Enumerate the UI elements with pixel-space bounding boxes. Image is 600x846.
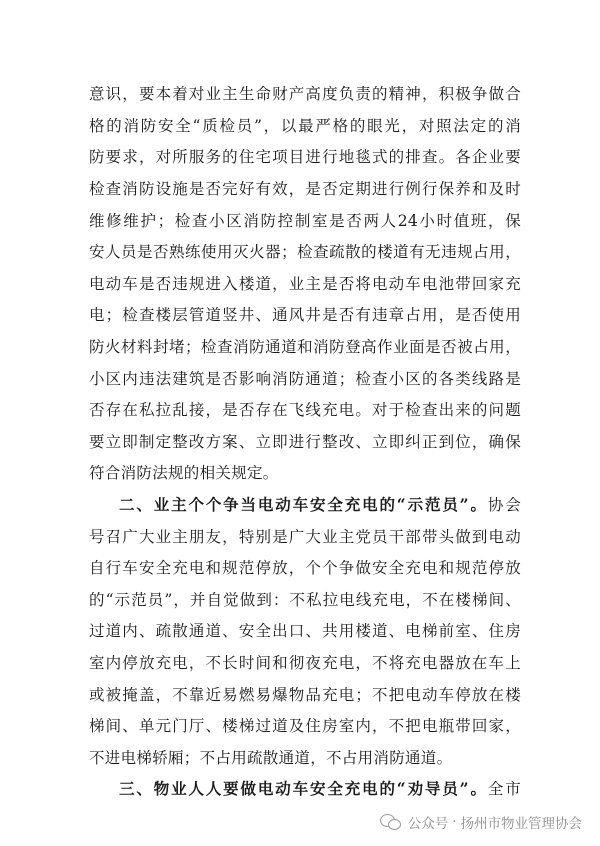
section-heading-line — [119, 778, 521, 800]
watermark-separator: · — [452, 814, 457, 830]
body-line: 电；检查楼层管道竖井、通风井是否有违章占用，是否使用 — [89, 306, 521, 324]
watermark-prefix: 公众号 — [407, 816, 449, 832]
section-lead-text: 协会 — [487, 496, 521, 514]
body-line: 或被掩盖，不靠近易燃易爆物品充电；不把电动车停放在楼 — [89, 686, 521, 704]
body-line: 梯间、单元门厅、楼梯过道及住房室内，不把电瓶带回家， — [89, 717, 521, 735]
body-line: 否存在私拉乱接，是否存在飞线充电。对于检查出来的问题 — [89, 401, 521, 419]
body-line: 电动车是否违规进入楼道，业主是否将电动车电池带回家充 — [89, 275, 521, 293]
body-line: 维修维护；检查小区消防控制室是否两人24小时值班，保 — [89, 212, 521, 230]
body-line: 的“示范员”，并自觉做到：不私拉电线充电，不在楼梯间、 — [89, 591, 521, 609]
body-line: 过道内、疏散通道、安全出口、共用楼道、电梯前室、住房 — [89, 622, 521, 640]
section-heading: 二、业主个个争当电动车安全充电的“示范员”。 — [119, 495, 488, 514]
body-line: 自行车安全充电和规范停放，个个争做安全充电和规范停放 — [89, 559, 521, 577]
body-line: 安人员是否熟练使用灭火器；检查疏散的楼道有无违规占用， — [89, 243, 521, 261]
body-line: 符合消防法规的相关规定。 — [89, 464, 279, 482]
watermark-account-name: 扬州市物业管理协会 — [460, 816, 582, 832]
body-line: 检查消防设施是否完好有效，是否定期进行例行保养和及时 — [89, 180, 521, 198]
body-line: 不进电梯轿厢；不占用疏散通道，不占用消防通道。 — [89, 749, 453, 767]
body-line: 防火材料封堵；检查消防通道和消防登高作业面是否被占用， — [89, 338, 521, 356]
section-lead-text: 全市 — [487, 780, 521, 798]
body-line: 室内停放充电，不长时间和彻夜充电，不将充电器放在车上 — [89, 654, 521, 672]
body-line: 格的消防安全“质检员”，以最严格的眼光，对照法定的消 — [89, 117, 521, 135]
section-heading: 三、物业人人要做电动车安全充电的“劝导员”。 — [119, 779, 488, 798]
body-line: 要立即制定整改方案、立即进行整改、立即纠正到位，确保 — [89, 433, 521, 451]
body-line: 号召广大业主朋友，特别是广大业主党员干部带头做到电动 — [89, 528, 521, 546]
wechat-icon — [380, 813, 402, 831]
body-line: 防要求，对所服务的住宅项目进行地毯式的排查。各企业要 — [89, 148, 521, 166]
body-line: 意识，要本着对业主生命财产高度负责的精神，积极争做合 — [89, 85, 521, 103]
section-heading-line — [119, 494, 521, 516]
account-watermark — [380, 812, 582, 832]
body-line: 小区内违法建筑是否影响消防通道；检查小区的各类线路是 — [89, 370, 521, 388]
